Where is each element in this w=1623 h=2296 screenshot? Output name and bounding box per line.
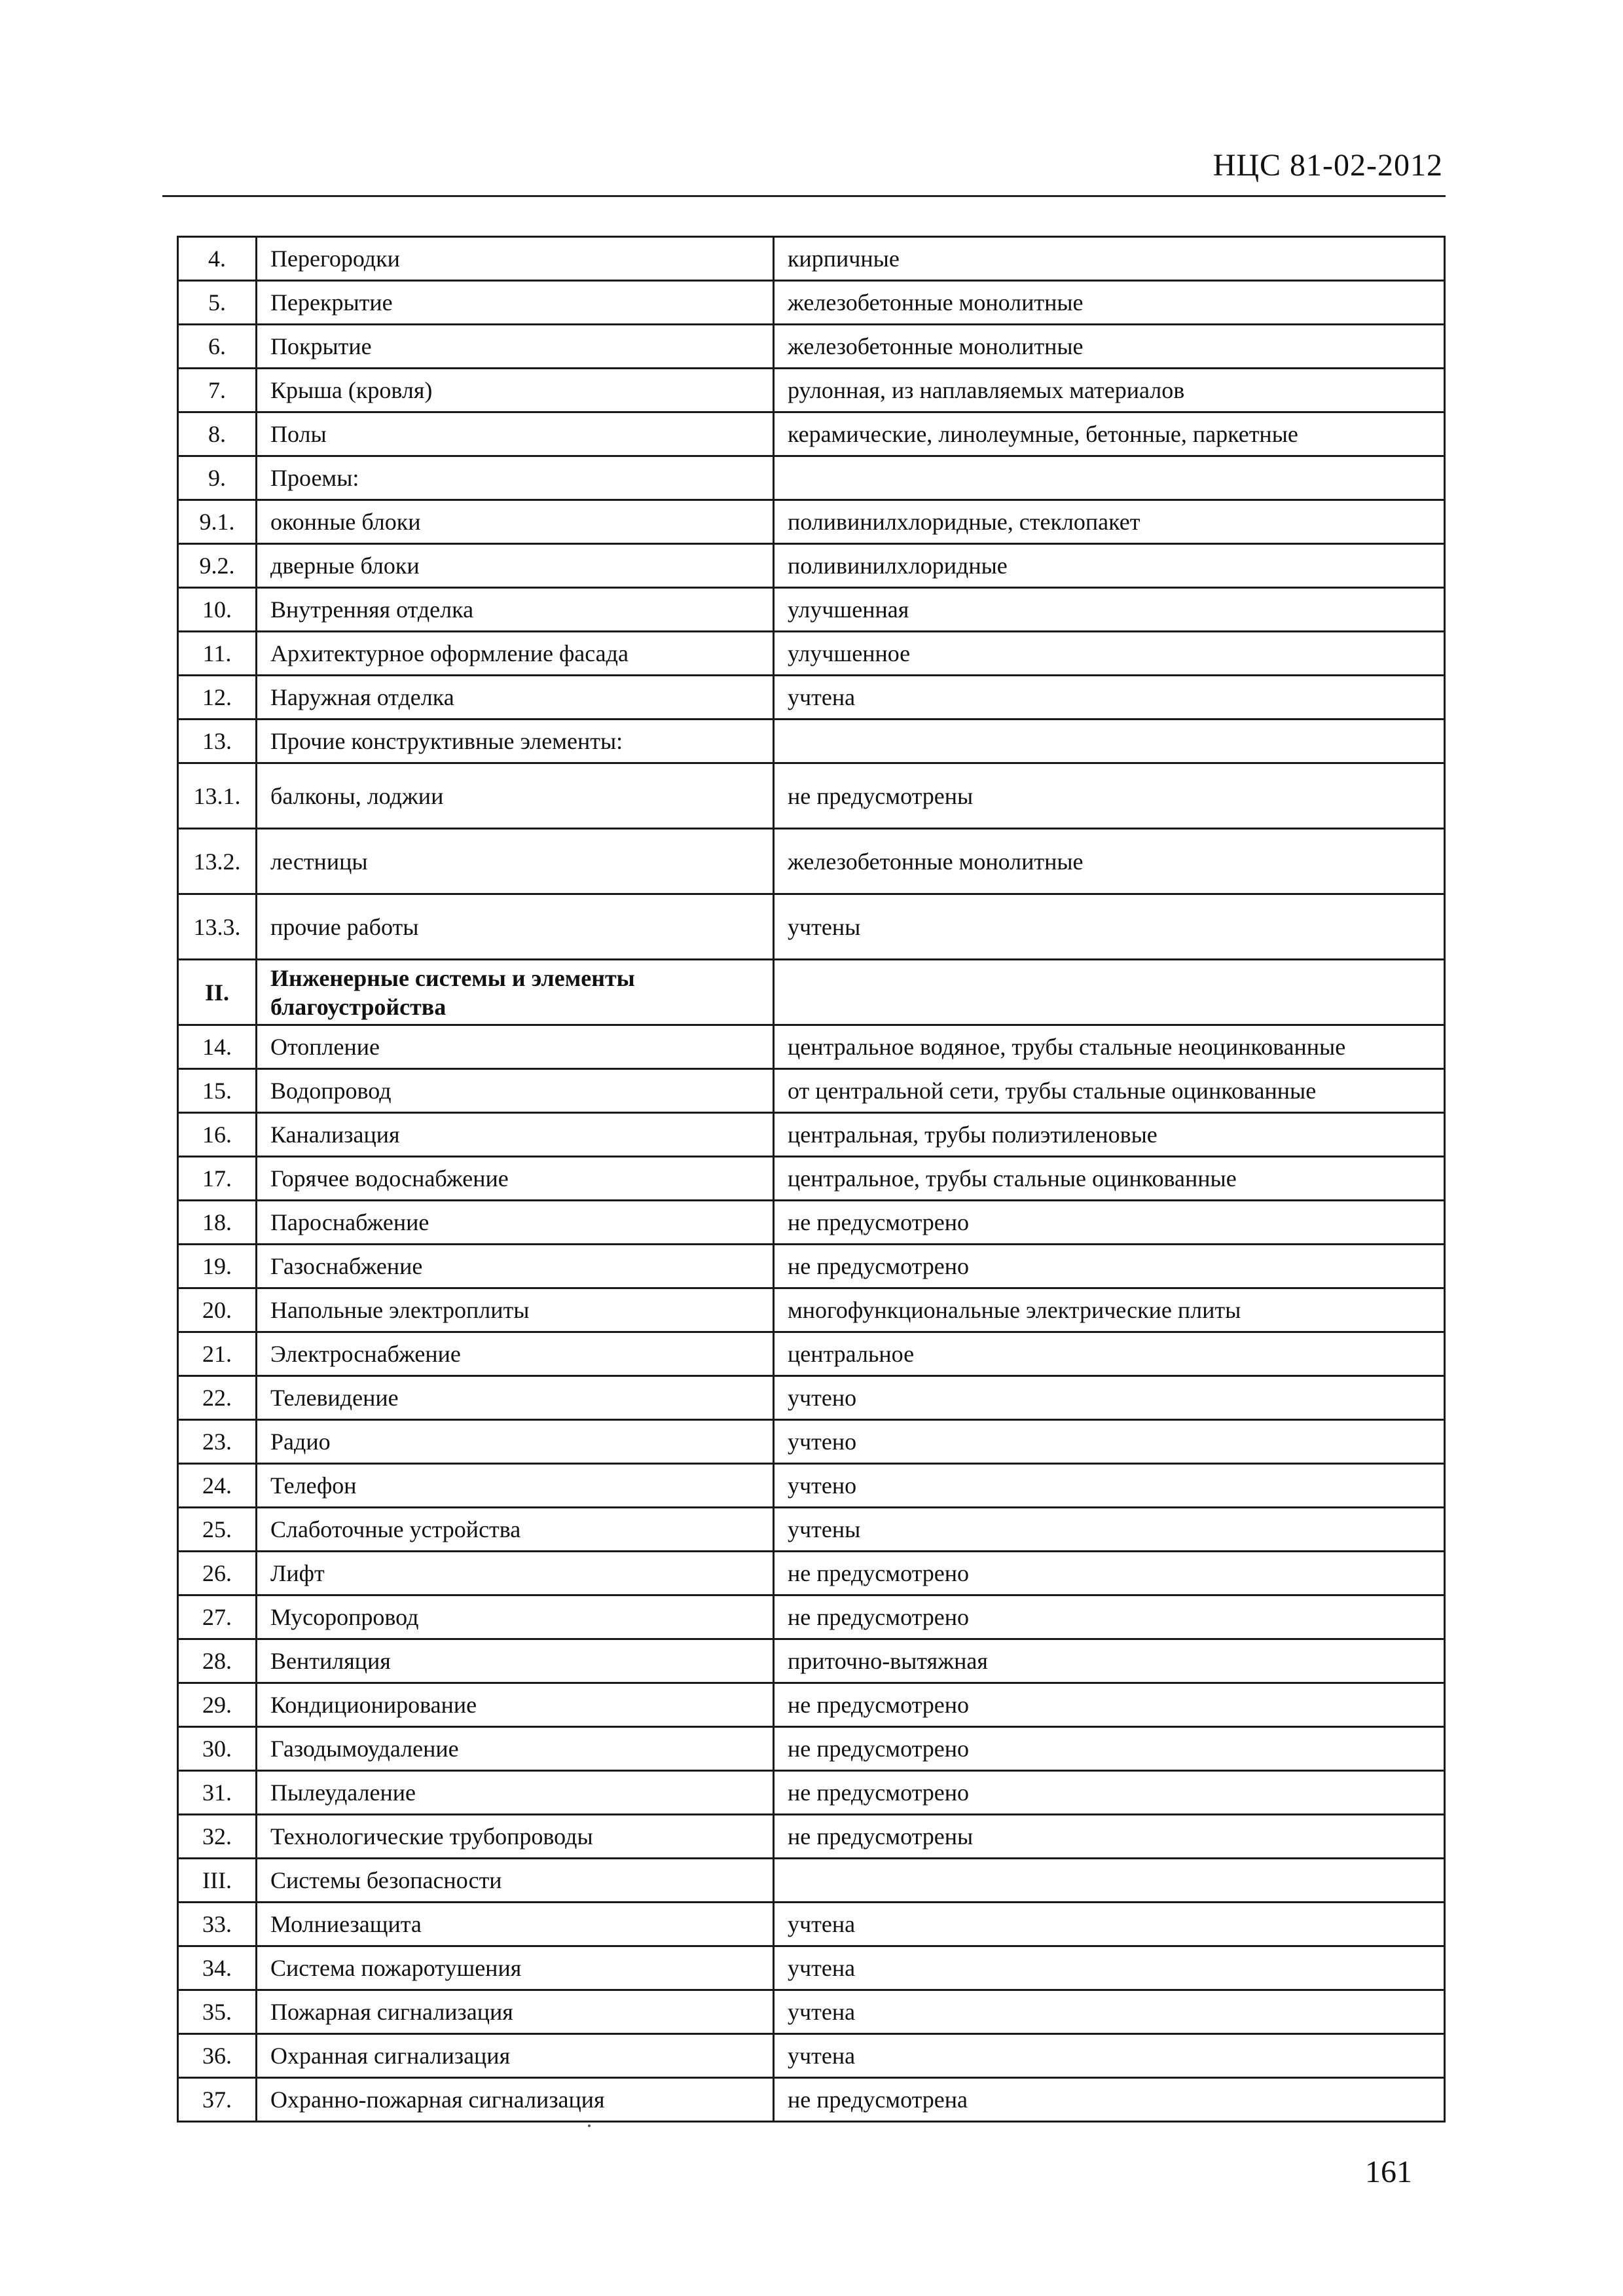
element-value: учтены [774,894,1445,960]
element-name: Охранно-пожарная сигнализация [257,2078,774,2122]
document-code: НЦС 81-02-2012 [1213,148,1443,183]
element-name: балконы, лоджии [257,763,774,829]
row-number: 13.2. [178,829,257,894]
row-number: 13. [178,720,257,763]
table-row [178,894,1445,960]
element-value: не предусмотрены [774,1815,1445,1859]
element-value: не предусмотрено [774,1552,1445,1595]
table-row [178,1245,1445,1288]
row-number: 27. [178,1595,257,1639]
table-row [178,1332,1445,1376]
element-name: Телевидение [257,1376,774,1420]
row-number: 31. [178,1771,257,1815]
element-value: не предусмотрено [774,1245,1445,1288]
element-name: Кондиционирование [257,1683,774,1727]
row-number: 15. [178,1069,257,1113]
element-name: прочие работы [257,894,774,960]
row-number: 9. [178,456,257,500]
element-value: центральная, трубы полиэтиленовые [774,1113,1445,1157]
element-value: не предусмотрена [774,2078,1445,2122]
table-row [178,1815,1445,1859]
element-value [774,1859,1445,1903]
element-value: кирпичные [774,237,1445,281]
element-name: Охранная сигнализация [257,2034,774,2078]
element-value: учтены [774,1508,1445,1552]
table-row [178,1069,1445,1113]
row-number: 4. [178,237,257,281]
element-name: Пожарная сигнализация [257,1990,774,2034]
element-value [774,456,1445,500]
element-name: Проемы: [257,456,774,500]
table-row [178,2078,1445,2122]
header-divider [162,195,1446,197]
element-value: учтено [774,1376,1445,1420]
row-number: 33. [178,1903,257,1946]
element-value: центральное водяное, трубы стальные неоцинкованные [774,1025,1445,1069]
table-row [178,500,1445,544]
element-value: улучшенная [774,588,1445,632]
table-row [178,829,1445,894]
table-row [178,720,1445,763]
row-number: 14. [178,1025,257,1069]
row-number: 37. [178,2078,257,2122]
row-number: 24. [178,1464,257,1508]
element-name: Система пожаротушения [257,1946,774,1990]
element-value: учтено [774,1464,1445,1508]
row-number: 30. [178,1727,257,1771]
element-name: Телефон [257,1464,774,1508]
element-value: не предусмотрено [774,1727,1445,1771]
element-name: Горячее водоснабжение [257,1157,774,1201]
element-name: Канализация [257,1113,774,1157]
element-value: учтена [774,1990,1445,2034]
row-number: 7. [178,369,257,412]
row-number: 12. [178,676,257,720]
element-value: не предусмотрено [774,1683,1445,1727]
table-row [178,1727,1445,1771]
element-value: учтена [774,676,1445,720]
table-row [178,544,1445,588]
table-row [178,1201,1445,1245]
section-title: Системы безопасности [257,1859,774,1903]
element-name: дверные блоки [257,544,774,588]
table-row [178,588,1445,632]
section-number: III. [178,1859,257,1903]
table-row [178,632,1445,676]
element-name: Технологические трубопроводы [257,1815,774,1859]
section-title: Инженерные системы и элементы благоустройства [257,960,774,1025]
table-row [178,1903,1445,1946]
row-number: 13.3. [178,894,257,960]
row-number: 34. [178,1946,257,1990]
element-name: Наружная отделка [257,676,774,720]
table-row [178,763,1445,829]
element-name: Пылеудаление [257,1771,774,1815]
element-value: учтена [774,2034,1445,2078]
table-row [178,676,1445,720]
row-number: 5. [178,281,257,325]
element-name: Перегородки [257,237,774,281]
element-name: Вентиляция [257,1639,774,1683]
table-row [178,1288,1445,1332]
row-number: 25. [178,1508,257,1552]
element-name: Отопление [257,1025,774,1069]
element-value: железобетонные монолитные [774,829,1445,894]
element-name: Лифт [257,1552,774,1595]
element-name: Газодымоудаление [257,1727,774,1771]
row-number: 9.1. [178,500,257,544]
table-row [178,1420,1445,1464]
element-value: центральное [774,1332,1445,1376]
element-name: Внутренняя отделка [257,588,774,632]
element-value: центральное, трубы стальные оцинкованные [774,1157,1445,1201]
row-number: 9.2. [178,544,257,588]
element-value: керамические, линолеумные, бетонные, паркетные [774,412,1445,456]
element-name: Архитектурное оформление фасада [257,632,774,676]
element-value: поливинилхлоридные [774,544,1445,588]
element-value: от центральной сети, трубы стальные оцинкованные [774,1069,1445,1113]
table-row [178,1464,1445,1508]
table-row [178,1946,1445,1990]
element-value: железобетонные монолитные [774,325,1445,369]
element-value: многофункциональные электрические плиты [774,1288,1445,1332]
element-value [774,720,1445,763]
element-value: учтено [774,1420,1445,1464]
element-name: Мусоропровод [257,1595,774,1639]
element-name: Прочие конструктивные элементы: [257,720,774,763]
scan-artifact-dot [588,2124,591,2127]
row-number: 26. [178,1552,257,1595]
table-row [178,1639,1445,1683]
element-value: не предусмотрено [774,1595,1445,1639]
element-name: Покрытие [257,325,774,369]
section-number: II. [178,960,257,1025]
element-name: Крыша (кровля) [257,369,774,412]
table-row [178,1683,1445,1727]
row-number: 32. [178,1815,257,1859]
element-name: Полы [257,412,774,456]
table-row [178,1990,1445,2034]
table-row [178,1376,1445,1420]
element-value: не предусмотрено [774,1201,1445,1245]
element-value: улучшенное [774,632,1445,676]
element-name: Газоснабжение [257,1245,774,1288]
table-row [178,1508,1445,1552]
table-row [178,1157,1445,1201]
element-name: Пароснабжение [257,1201,774,1245]
element-name: Радио [257,1420,774,1464]
element-value: железобетонные монолитные [774,281,1445,325]
element-value: приточно-вытяжная [774,1639,1445,1683]
table-row [178,237,1445,281]
table-row [178,1595,1445,1639]
row-number: 28. [178,1639,257,1683]
table-row [178,1025,1445,1069]
row-number: 23. [178,1420,257,1464]
element-name: Электроснабжение [257,1332,774,1376]
table-row [178,369,1445,412]
element-name: Напольные электроплиты [257,1288,774,1332]
table-row [178,1113,1445,1157]
element-name: Молниезащита [257,1903,774,1946]
element-value: не предусмотрено [774,1771,1445,1815]
specification-table [177,236,1446,2123]
row-number: 22. [178,1376,257,1420]
page-number: 161 [1365,2155,1412,2189]
table-row [178,2034,1445,2078]
element-value: учтена [774,1903,1445,1946]
row-number: 17. [178,1157,257,1201]
row-number: 20. [178,1288,257,1332]
element-name: лестницы [257,829,774,894]
element-value: рулонная, из наплавляемых материалов [774,369,1445,412]
row-number: 13.1. [178,763,257,829]
table-row [178,281,1445,325]
element-name: оконные блоки [257,500,774,544]
table-row [178,412,1445,456]
row-number: 29. [178,1683,257,1727]
row-number: 36. [178,2034,257,2078]
table-row [178,456,1445,500]
table-row [178,1552,1445,1595]
table-row [178,325,1445,369]
row-number: 21. [178,1332,257,1376]
row-number: 11. [178,632,257,676]
row-number: 6. [178,325,257,369]
element-value: учтена [774,1946,1445,1990]
element-value [774,960,1445,1025]
section-header-row [178,960,1445,1025]
table-row [178,1771,1445,1815]
element-value: не предусмотрены [774,763,1445,829]
row-number: 18. [178,1201,257,1245]
row-number: 19. [178,1245,257,1288]
row-number: 10. [178,588,257,632]
row-number: 16. [178,1113,257,1157]
element-name: Слаботочные устройства [257,1508,774,1552]
section-header-row [178,1859,1445,1903]
element-value: поливинилхлоридные, стеклопакет [774,500,1445,544]
row-number: 35. [178,1990,257,2034]
element-name: Водопровод [257,1069,774,1113]
row-number: 8. [178,412,257,456]
element-name: Перекрытие [257,281,774,325]
